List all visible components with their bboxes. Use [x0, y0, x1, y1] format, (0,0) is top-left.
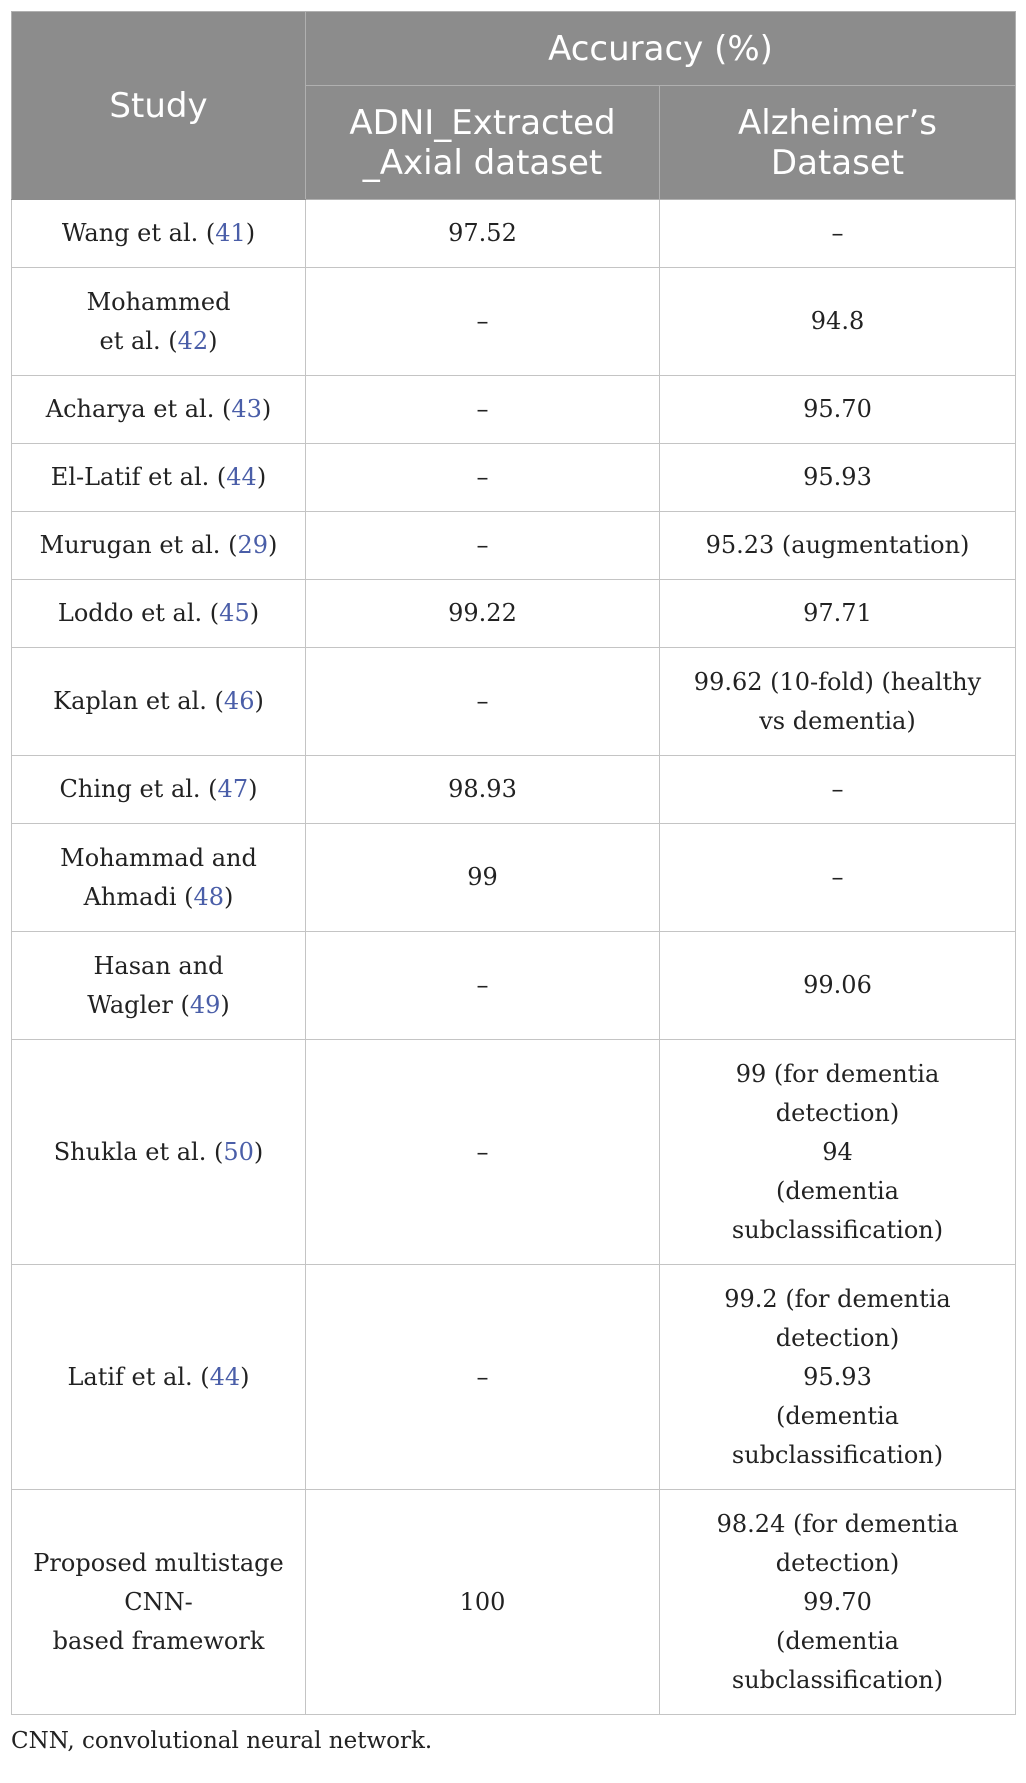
reference-link[interactable]: 50 [223, 1137, 254, 1166]
study-cell: Shukla et al. (50) [12, 1040, 306, 1265]
table-row [12, 1490, 1016, 1715]
table-row [12, 376, 1016, 444]
reference-link[interactable]: 46 [223, 687, 255, 715]
header-adni-line2: _Axial dataset [362, 142, 603, 183]
table-row [12, 932, 1016, 1040]
header-study: Study [12, 12, 306, 200]
table-row [12, 444, 1016, 512]
header-accuracy-group: Accuracy (%) [306, 12, 1016, 86]
adni-cell: – [306, 268, 660, 376]
table-row [12, 580, 1016, 648]
alz-cell: 99.2 (for dementia detection) 95.93 (dementia subclassification) [660, 1265, 1016, 1490]
adni-cell: – [306, 648, 660, 756]
table-row [12, 200, 1016, 268]
reference-link[interactable]: 29 [237, 531, 268, 559]
table-body [12, 200, 1016, 1715]
adni-cell: – [306, 376, 660, 444]
alz-cell: 95.70 [660, 376, 1016, 444]
table-row [12, 268, 1016, 376]
reference-link[interactable]: 44 [209, 1362, 241, 1391]
adni-cell: 98.93 [306, 756, 660, 824]
header-alz-line1: Alzheimer’s [737, 102, 937, 143]
study-cell: Kaplan et al. (46) [12, 648, 306, 756]
reference-link[interactable]: 45 [219, 599, 250, 627]
alz-cell: 95.23 (augmentation) [660, 512, 1016, 580]
alz-cell: 99.06 [660, 932, 1016, 1040]
study-cell: Proposed multistage CNN- based framework [12, 1490, 306, 1715]
reference-link[interactable]: 48 [193, 882, 225, 911]
table-row [12, 648, 1016, 756]
adni-cell: 97.52 [306, 200, 660, 268]
reference-link[interactable]: 49 [189, 990, 221, 1019]
alz-cell: – [660, 200, 1016, 268]
header-adni-line1: ADNI_Extracted [349, 102, 616, 143]
alz-cell: 99 (for dementia detection) 94 (dementia subclassification) [660, 1040, 1016, 1265]
study-cell: Acharya et al. (43) [12, 376, 306, 444]
alz-cell: – [660, 756, 1016, 824]
adni-cell: – [306, 512, 660, 580]
study-cell: Murugan et al. (29) [12, 512, 306, 580]
study-cell: Ching et al. (47) [12, 756, 306, 824]
reference-link[interactable]: 47 [217, 775, 249, 803]
table-header [12, 12, 1016, 200]
adni-cell: – [306, 1040, 660, 1265]
alz-cell: – [660, 824, 1016, 932]
alz-cell: 97.71 [660, 580, 1016, 648]
alz-cell: 95.93 [660, 444, 1016, 512]
reference-link[interactable]: 41 [215, 219, 246, 247]
study-cell: Hasan and Wagler (49) [12, 932, 306, 1040]
reference-link[interactable]: 43 [231, 395, 262, 423]
alz-cell: 98.24 (for dementia detection) 99.70 (dementia subclassification) [660, 1490, 1016, 1715]
study-cell: El-Latif et al. (44) [12, 444, 306, 512]
study-cell: Wang et al. (41) [12, 200, 306, 268]
header-adni-dataset [306, 86, 660, 200]
table-row [12, 756, 1016, 824]
header-alz-line2: Dataset [770, 142, 905, 183]
table-row [12, 1040, 1016, 1265]
study-cell: Latif et al. (44) [12, 1265, 306, 1490]
table-row [12, 1265, 1016, 1490]
study-cell: Mohammed et al. (42) [12, 268, 306, 376]
adni-cell: – [306, 1265, 660, 1490]
adni-cell: 99.22 [306, 580, 660, 648]
header-alzheimers-dataset [660, 86, 1016, 200]
adni-cell: – [306, 444, 660, 512]
table-footnote: CNN, convolutional neural network. [11, 1728, 433, 1754]
study-cell: Loddo et al. (45) [12, 580, 306, 648]
table-figure [11, 11, 1015, 1757]
table-row [12, 512, 1016, 580]
reference-link[interactable]: 44 [226, 463, 257, 491]
reference-link[interactable]: 42 [177, 326, 209, 355]
alz-cell: 99.62 (10-fold) (healthy vs dementia) [660, 648, 1016, 756]
alz-cell: 94.8 [660, 268, 1016, 376]
adni-cell: – [306, 932, 660, 1040]
table-row [12, 824, 1016, 932]
study-cell: Mohammad and Ahmadi (48) [12, 824, 306, 932]
accuracy-table [11, 11, 1016, 1715]
adni-cell: 100 [306, 1490, 660, 1715]
adni-cell: 99 [306, 824, 660, 932]
